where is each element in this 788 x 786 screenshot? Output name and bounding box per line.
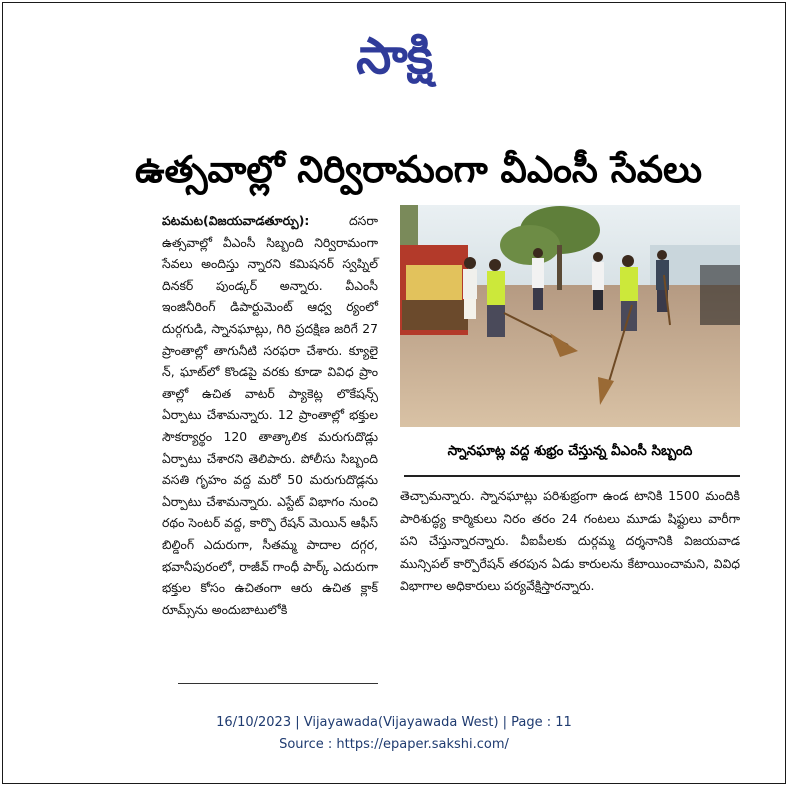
newspaper-masthead-logo [294,22,494,90]
article-body-right-column: తెచ్చామన్నారు. స్నానఘాట్లు పరిశుభ్రంగా ఉండ టానికి 1500 మందికి పారిశుద్ధ్య కార్మికులు నిరం తరం 24 గంటలు మూడు షిఫ్టులు వారీగా పని చేస్తున్నారన్నారు. వీఐపీలకు దుర్గమ్మ దర్శనానికి విజయవాడ మున్సిపల్ కార్పొరేషన్ తరపున ఏడు కారులను కేటాయించామని, వివిధ విభాగాల అధికారులు పర్యవేక్షిస్తారన్నారు. [400,488,740,593]
photo-illustration [400,205,740,427]
article-dateline: పటమట(విజయవాడతూర్పు): [162,213,310,228]
page-footer [0,712,788,756]
article-body-left-column [162,210,378,620]
article-headline: ఉత్సవాల్లో నిర్విరామంగా వీఎంసీ సేవలు [135,148,703,191]
photo-caption: స్నానఘాట్ల వద్ద శుభ్రం చేస్తున్న వీఎంసీ సిబ్బంది [447,442,693,459]
caption-underline [404,475,740,477]
news-photo-ghat-cleaning [400,205,740,427]
footer-date-edition-page: 16/10/2023 | Vijayawada(Vijayawada West) | Page : 11 [216,715,572,730]
column-end-rule [178,683,378,684]
masthead-logo-text: సాక్షి [356,27,432,85]
footer-source-link[interactable]: Source : https://epaper.sakshi.com/ [279,737,509,752]
article-body-left-text: దసరా ఉత్సవాల్లో వీఎంసీ సిబ్బంది నిర్విరామంగా సేవలు అందిస్తు న్నారని కమిషనర్ స్వప్నిల్ దినకర్ పుండ్కర్ అన్నారు. వీఎంసీ ఇంజినీరింగ్ డిపార్టుమెంట్ ఆధ్వ ర్యంలో దుర్గగుడి, స్నానఘాట్లు, గిరి ప్రదక్షిణ జరిగే 27 ప్రాంతాల్లో తాగునీటి సరఫరా చేశారు. క్యూలై న్, ఘాట్‌లో కొండపై వరకు కూడా వివిధ ప్రాం తాల్లో ఉచిత వాటర్ ప్యాకెట్ల లొకేషన్స్ ఏర్పాటు చేశామన్నారు. 12 ప్రాంతాల్లో భక్తుల సౌకర్యార్థం 120 తాత్కాలిక మరుగుదొడ్లు ఏర్పాటు చేశారని తెలిపారు. పోలీసు సిబ్బంది వసతి గృహం వద్ద మరో 50 మరుగుదొడ్లను ఏర్పాటు చేశామన్నారు. ఎస్టేట్ విభాగం నుంచి రథం సెంటర్ వద్ద, కార్పొ రేషన్ మెయిన్ ఆఫీస్ బిల్డింగ్ ఎదురుగా, సీతమ్మ పాదాల దగ్గర, భవానీపురంలో, రాజీవ్ గాంధీ పార్క్ ఎదురుగా భక్తుల కోసం ఉచితంగా ఆరు ఉచిత క్లాక్ రూమ్స్‌ను అందుబాటులోకి [162,213,378,617]
